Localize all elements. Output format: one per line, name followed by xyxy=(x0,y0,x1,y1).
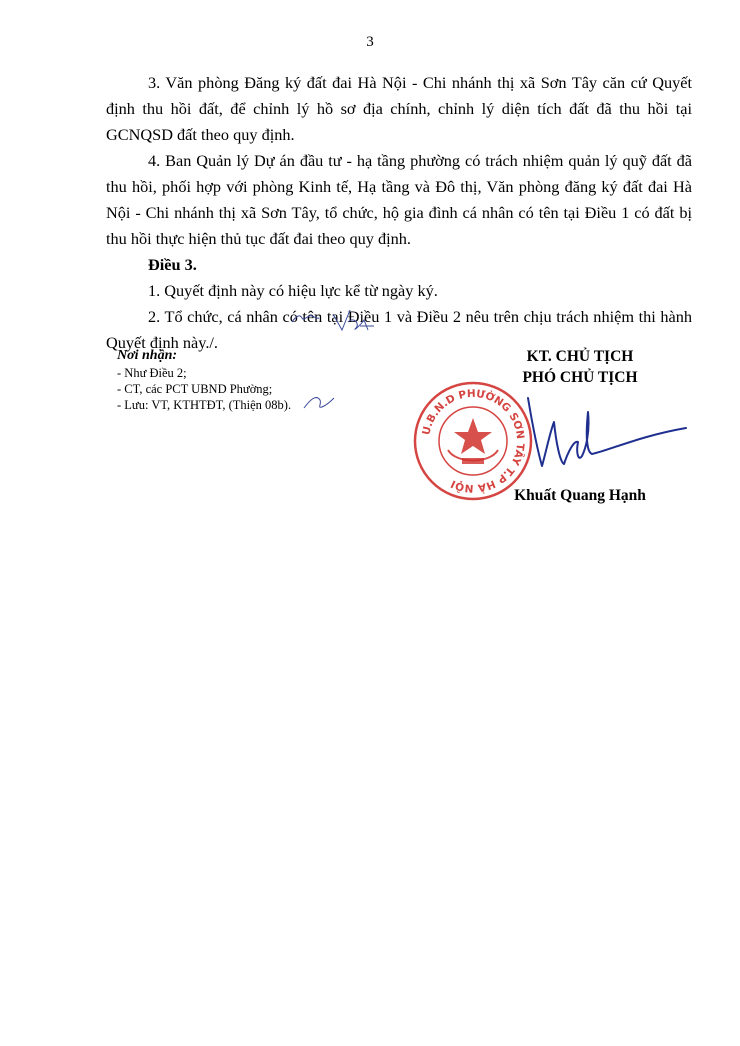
initial-mark xyxy=(330,306,376,336)
recipient-item: - CT, các PCT UBND Phường; xyxy=(117,382,273,396)
article-3-clause-2: 2. Tổ chức, cá nhân có tên tại Điều 1 và Điều 2 nêu trên chịu trách nhiệm thi hành Quyết định này./. xyxy=(106,307,692,352)
article-3-heading: Điều 3. xyxy=(148,255,197,274)
official-seal-icon xyxy=(412,380,534,502)
signer-name: Khuất Quang Hạnh xyxy=(514,487,646,504)
page-number: 3 xyxy=(366,34,374,50)
paragraph-3-land-registry: 3. Văn phòng Đăng ký đất đai Hà Nội - Chi nhánh thị xã Sơn Tây căn cứ Quyết định thu hồi đất, để chỉnh lý hồ sơ địa chính, chỉnh lý diện tích đất đã thu hồi tại GCNQSD đất theo quy định. xyxy=(106,73,692,144)
recipients-title: Nơi nhận: xyxy=(117,348,178,363)
handwritten-signature xyxy=(520,392,690,482)
article-3-clause-1: 1. Quyết định này có hiệu lực kể từ ngày ký. xyxy=(148,281,438,300)
signature-title-line2: PHÓ CHỦ TỊCH xyxy=(522,369,638,386)
document-body xyxy=(106,70,692,356)
signature-title-line1: KT. CHỦ TỊCH xyxy=(526,348,634,365)
recipient-item: - Lưu: VT, KTHTĐT, (Thiện 08b). xyxy=(117,398,292,412)
recipient-item: - Như Điều 2; xyxy=(117,366,187,380)
initial-mark xyxy=(302,390,336,414)
initial-mark xyxy=(290,308,320,328)
recipients-list xyxy=(117,348,291,413)
seal-text: U.B.N.D PHƯỜNG SƠN TÂY T.P HÀ NỘI xyxy=(420,387,527,495)
paragraph-4-project-board: 4. Ban Quản lý Dự án đầu tư - hạ tầng phường có trách nhiệm quản lý quỹ đất đã thu hồi, phối hợp với phòng Kinh tế, Hạ tầng và Đô thị, Văn phòng đăng ký đất đai Hà Nội - Chi nhánh thị xã Sơn Tây, tổ chức, hộ gia đình cá nhân có tên tại Điều 1 có đất bị thu hồi thực hiện thủ tục đất đai theo quy định. xyxy=(106,151,692,248)
